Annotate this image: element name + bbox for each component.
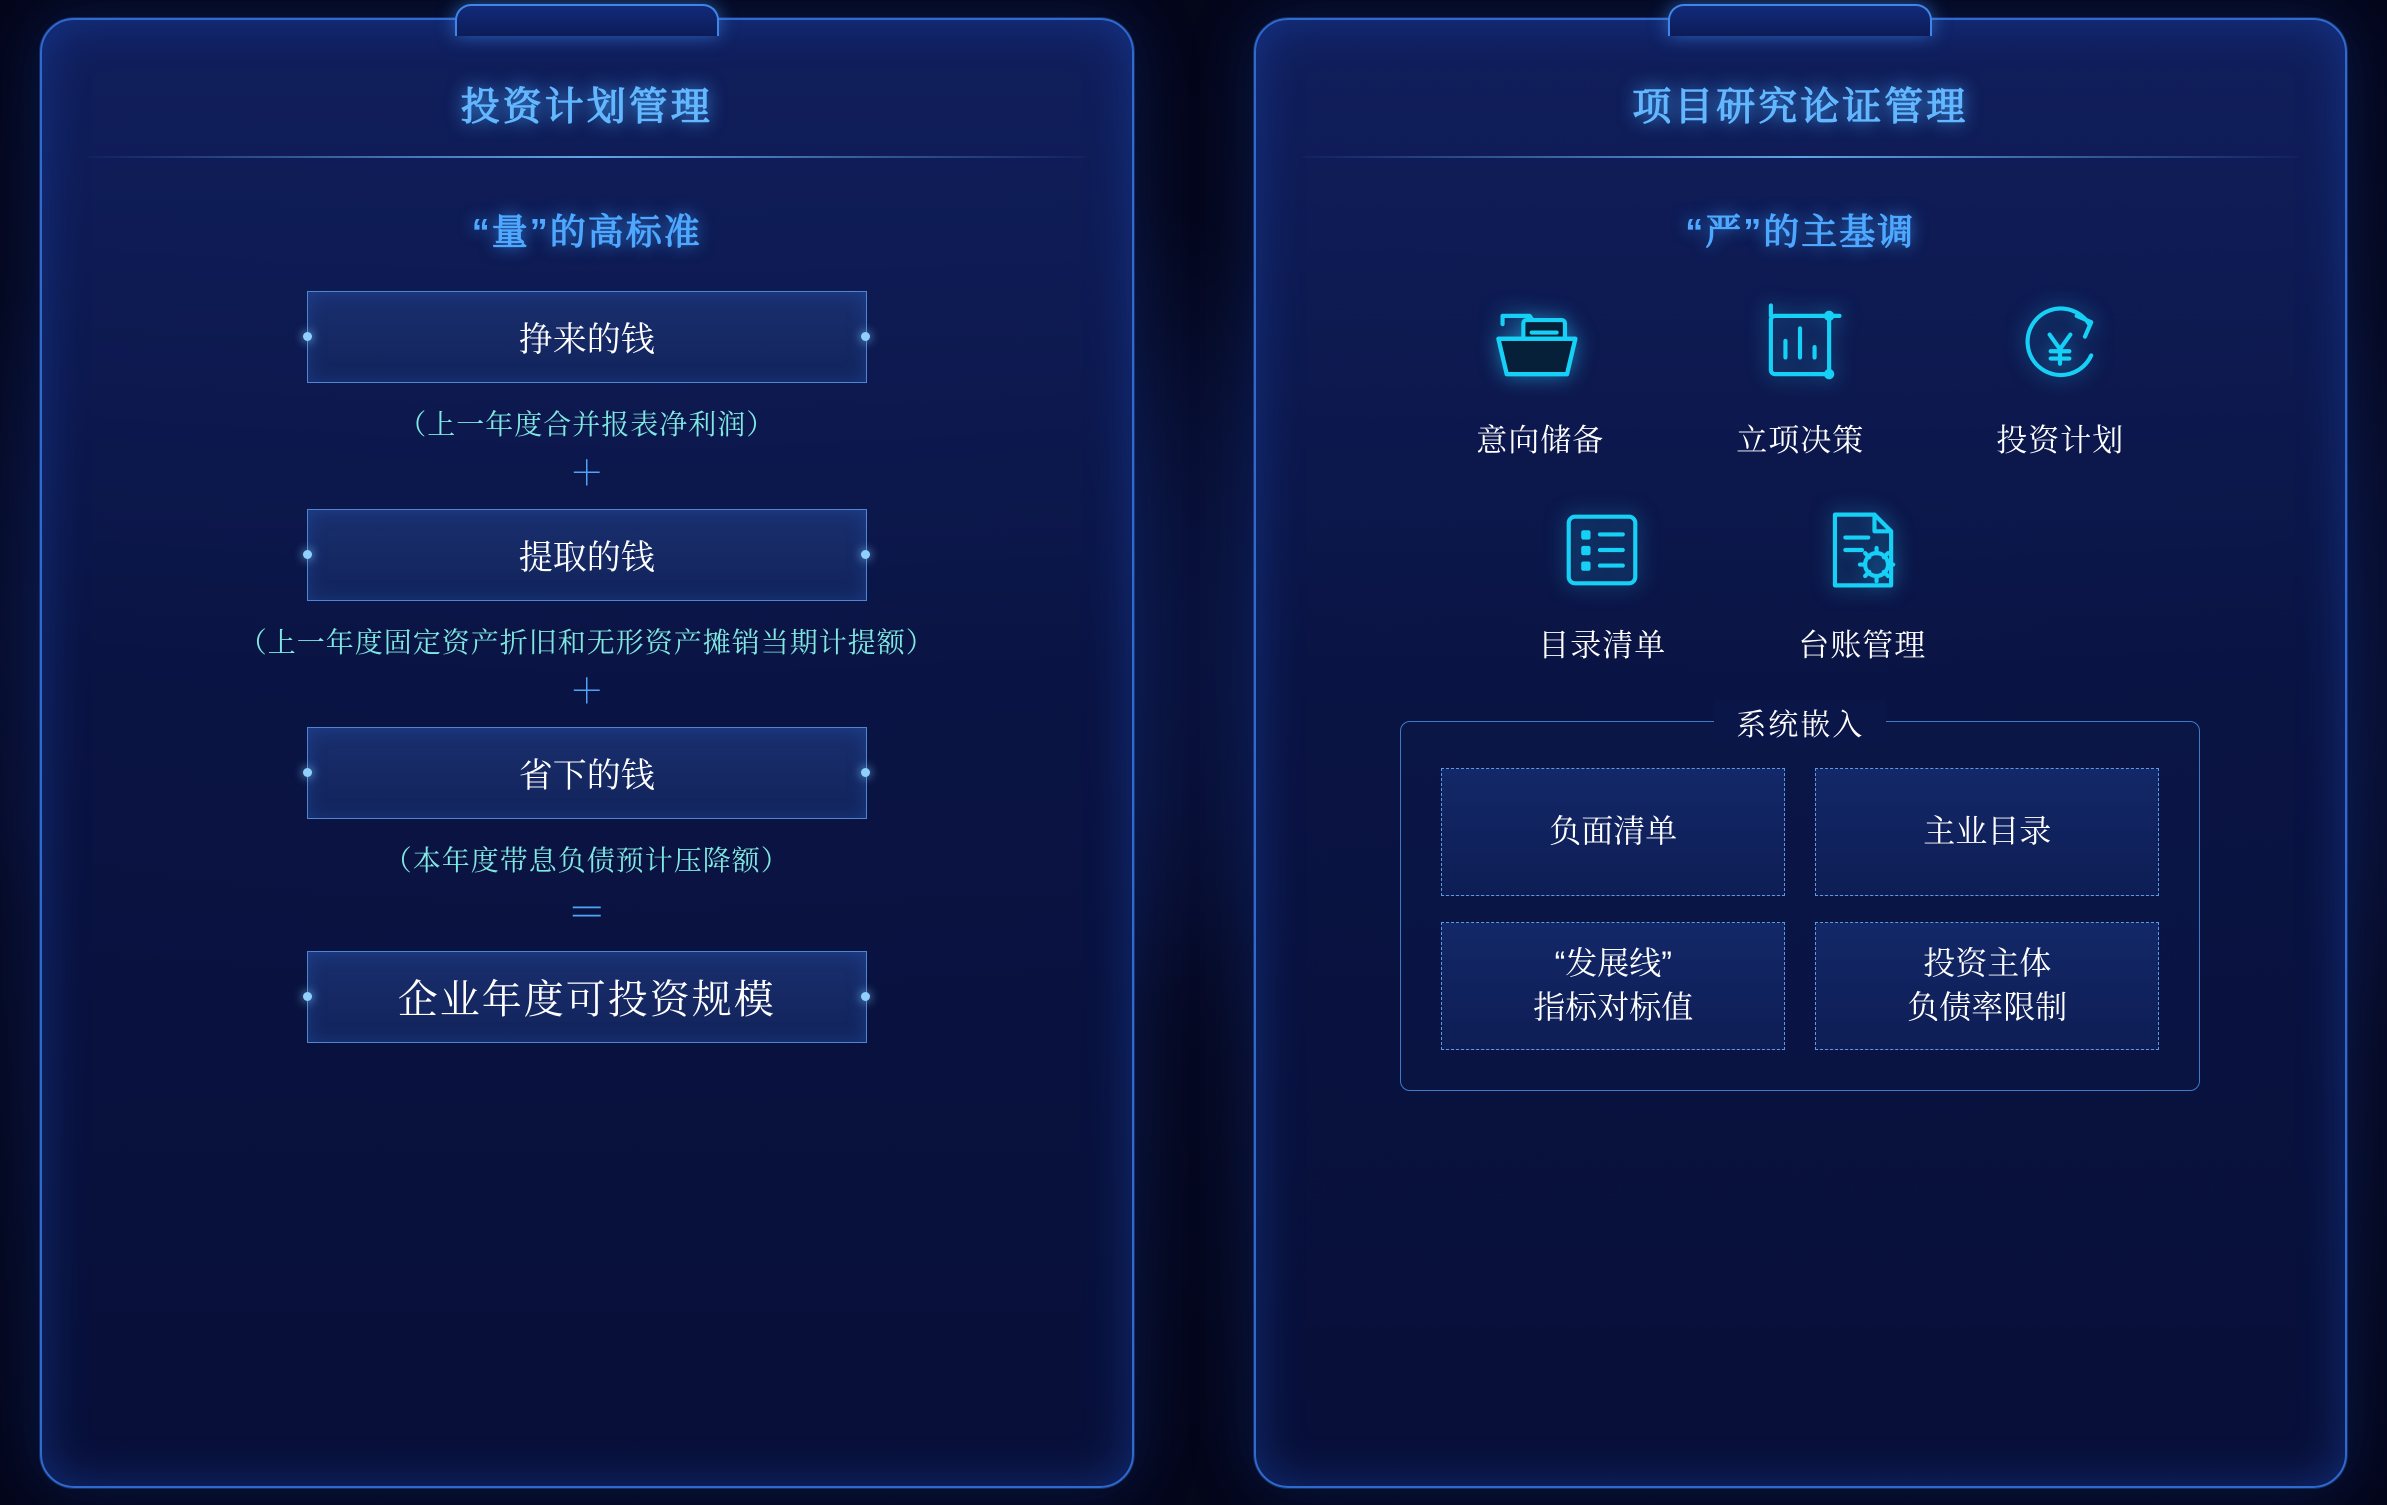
bar-chart-icon	[1740, 289, 1860, 401]
connector-node-left	[303, 550, 312, 559]
chip-negative-list[interactable]	[1441, 768, 1785, 896]
formula-box-label: 挣来的钱	[518, 321, 655, 359]
capability-investment-plan[interactable]	[1930, 289, 2190, 460]
formula-box-label: 企业年度可投资规模	[397, 978, 776, 1022]
connector-node-right	[861, 332, 870, 341]
chip-line: 负面清单	[1549, 812, 1678, 849]
connector-node-right	[861, 768, 870, 777]
right-panel-subtitle: “严”的主基调	[1685, 210, 1916, 252]
connector-node-right	[861, 992, 870, 1001]
checklist-icon	[1542, 494, 1662, 606]
connector-node-right	[861, 550, 870, 559]
connector-node-left	[303, 332, 312, 341]
chip-line: 负债率限制	[1907, 988, 2068, 1025]
capability-icon-grid-row2	[1410, 494, 2190, 665]
divider	[88, 156, 1086, 158]
left-panel-subtitle: “量”的高标准	[471, 210, 702, 252]
formula-box-result	[307, 951, 867, 1043]
formula-operator-equals: ＝	[566, 890, 607, 935]
yuan-refresh-icon	[2000, 289, 2120, 401]
panel-project-research	[1254, 18, 2348, 1488]
chip-line: “发展线”	[1554, 945, 1672, 982]
formula-note-saved: （本年度带息负债预计压降额）	[383, 844, 790, 876]
chip-line: 主业目录	[1923, 812, 2052, 849]
connector-node-left	[303, 992, 312, 1001]
capability-ledger-management[interactable]	[1732, 494, 1992, 665]
capability-label: 目录清单	[1538, 627, 1667, 663]
folder-document-icon	[1480, 289, 1600, 401]
divider	[1302, 156, 2300, 158]
chip-main-business-catalog[interactable]	[1815, 768, 2159, 896]
formula-note-extracted: （上一年度固定资产折旧和无形资产摊销当期计提额）	[238, 626, 935, 658]
capability-label: 投资计划	[1996, 422, 2125, 458]
chip-line: 投资主体	[1923, 945, 2052, 982]
formula-box-saved	[307, 727, 867, 819]
formula-operator-plus-1: ＋	[569, 454, 604, 493]
investment-formula	[88, 291, 1086, 1043]
capability-icon-grid	[1410, 289, 2190, 460]
document-gear-icon	[1802, 494, 1922, 606]
panel-investment-plan	[40, 18, 1134, 1488]
chip-line: 指标对标值	[1533, 988, 1694, 1025]
system-embed-legend: 系统嵌入	[1714, 700, 1886, 744]
system-embed-group	[1400, 708, 2200, 1091]
chip-investor-debt-ratio-limit[interactable]	[1815, 922, 2159, 1050]
capability-catalog-list[interactable]	[1472, 494, 1732, 665]
capability-label: 台账管理	[1798, 627, 1927, 663]
formula-operator-plus-2: ＋	[569, 672, 604, 711]
right-panel-title: 项目研究论证管理	[1632, 85, 1969, 129]
capability-intent-reserve[interactable]	[1410, 289, 1670, 460]
capability-label: 立项决策	[1736, 422, 1865, 458]
formula-box-label: 提取的钱	[518, 539, 655, 577]
formula-box-earned	[307, 291, 867, 383]
formula-box-extracted	[307, 509, 867, 601]
formula-note-earned: （上一年度合并报表净利润）	[398, 408, 776, 440]
capability-label: 意向储备	[1476, 422, 1605, 458]
chip-development-line-benchmark[interactable]	[1441, 922, 1785, 1050]
formula-box-label: 省下的钱	[518, 757, 655, 795]
connector-node-left	[303, 768, 312, 777]
left-panel-title: 投资计划管理	[460, 85, 713, 129]
capability-project-decision[interactable]	[1670, 289, 1930, 460]
